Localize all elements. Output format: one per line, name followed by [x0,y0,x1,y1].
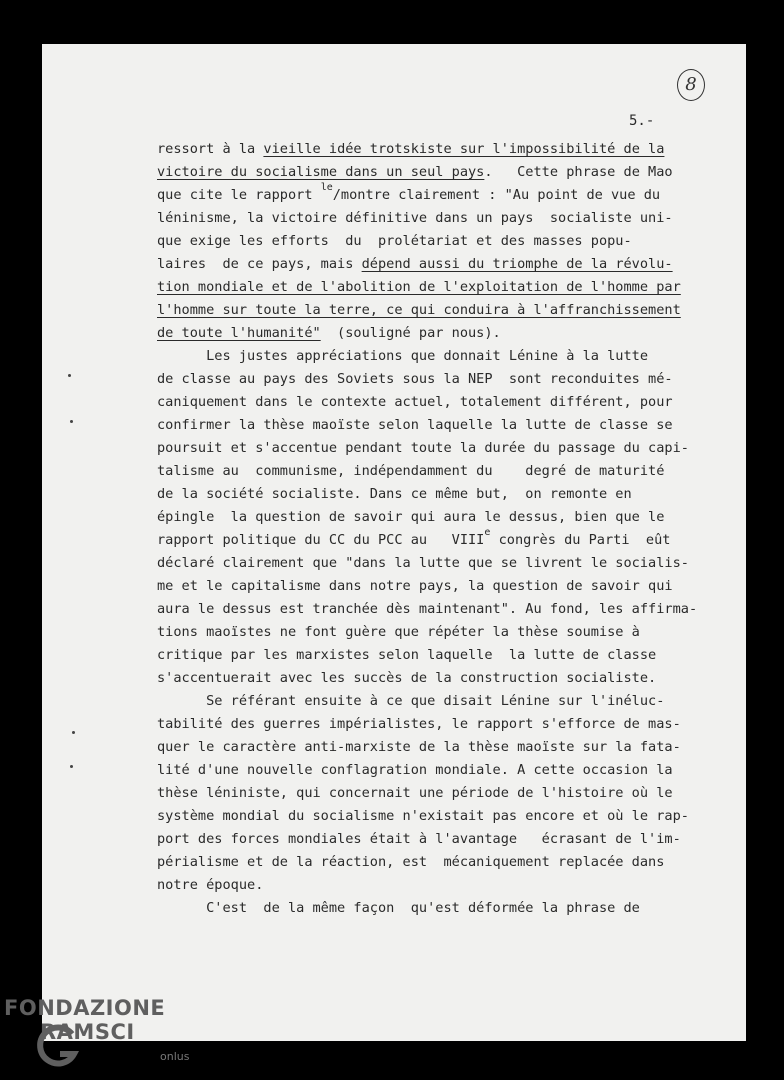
text-line [157,713,729,736]
text-segment: me et le capitalisme dans notre pays, la question de savoir qui [157,578,673,594]
text-line [157,368,729,391]
page-number: 5.- [629,113,655,129]
text-line [157,782,729,805]
text-segment: système mondial du socialisme n'existait pas encore et où le rap- [157,808,689,824]
text-line [157,437,729,460]
text-line [157,575,729,598]
text-line [157,414,729,437]
text-segment: épingle la question de savoir qui aura le dessus, bien que le [157,509,665,525]
watermark-line1: FONDAZIONE [4,996,166,1020]
text-segment: rapport politique du CC du PCC au VIII [157,532,485,548]
text-line [157,138,729,161]
text-line [157,621,729,644]
underlined-text: de toute l'humanité" [157,325,321,341]
watermark-line2: RAMSCI [40,1020,135,1044]
text-segment: port des forces mondiales était à l'avantage écrasant de l'im- [157,831,681,847]
text-line [157,391,729,414]
text-segment: Les justes appréciations que donnait Lénine à la lutte [157,348,649,364]
text-segment: caniquement dans le contexte actuel, totalement différent, pour [157,394,673,410]
margin-dot [68,374,71,377]
text-line [157,483,729,506]
text-segment: critique par les marxistes selon laquelle la lutte de classe [157,647,657,663]
text-line [157,897,729,920]
margin-dot [72,731,75,734]
text-line [157,345,729,368]
text-line [157,736,729,759]
underlined-text: victoire du socialisme dans un seul pays [157,164,485,180]
text-segment: congrès du Parti eût [490,532,671,548]
text-segment: confirmer la thèse maoïste selon laquelle la lutte de classe se [157,417,673,433]
text-segment: ressort à la [157,141,264,157]
text-segment: talisme au communisme, indépendamment du degré de maturité [157,463,665,479]
handwritten-circled-number: 8 [677,69,705,101]
text-line [157,828,729,851]
underlined-text: dépend aussi du triomphe de la révolu- [361,256,673,272]
text-segment: quer le caractère anti-marxiste de la thèse maoïste sur la fata- [157,739,681,755]
text-line [157,506,729,529]
text-segment: de la société socialiste. Dans ce même but, on remonte en [157,486,632,502]
text-segment: léninisme, la victoire définitive dans un pays socialiste uni- [157,210,673,226]
text-segment: déclaré clairement que "dans la lutte que se livrent le socialis- [157,555,689,571]
underlined-text: tion mondiale et de l'abolition de l'exploitation de l'homme par [157,279,681,295]
text-segment: tabilité des guerres impérialistes, le rapport s'efforce de mas- [157,716,681,732]
text-segment: . Cette phrase de Mao [484,164,673,180]
text-segment: que cite le rapport [157,187,321,203]
text-segment: (souligné par nous). [320,325,501,341]
text-segment: poursuit et s'accentue pendant toute la durée du passage du capi- [157,440,689,456]
text-segment: que exige les efforts du prolétariat et des masses popu- [157,233,632,249]
text-segment: tions maoïstes ne font guère que répéter la thèse soumise à [157,624,640,640]
text-line [157,299,729,322]
text-line [157,276,729,299]
text-line [157,851,729,874]
text-line [157,644,729,667]
text-segment: laires de ce pays, mais [157,256,362,272]
text-segment: /montre clairement : "Au point de vue du [332,187,661,203]
text-line [157,184,729,207]
text-segment: aura le dessus est tranchée dès maintenant". Au fond, les affirma- [157,601,698,617]
margin-dot [70,765,73,768]
body-text [157,138,729,920]
margin-dot [70,420,73,423]
text-segment: de classe au pays des Soviets sous la NEP sont reconduites mé- [157,371,673,387]
text-segment: s'accentuerait avec les succès de la construction socialiste. [157,670,657,686]
text-segment: Se référant ensuite à ce que disait Lénine sur l'inéluc- [157,693,665,709]
text-line [157,805,729,828]
text-line [157,552,729,575]
superscript-text: le [320,182,333,193]
watermark-g-icon [34,1022,84,1072]
text-segment: lité d'une nouvelle conflagration mondiale. A cette occasion la [157,762,673,778]
text-line [157,230,729,253]
watermark-line3: onlus [160,1050,190,1063]
text-line [157,529,729,552]
text-line [157,161,729,184]
text-line [157,598,729,621]
text-line [157,207,729,230]
text-segment: C'est de la même façon qu'est déformée la phrase de [157,900,640,916]
text-segment: périalisme et de la réaction, est mécaniquement replacée dans [157,854,665,870]
underlined-text: vieille idée trotskiste sur l'impossibilité de la [263,141,665,157]
text-line [157,667,729,690]
underlined-text: l'homme sur toute la terre, ce qui conduira à l'affranchissement [157,302,681,318]
text-line [157,690,729,713]
text-segment: thèse léniniste, qui concernait une période de l'histoire où le [157,785,673,801]
text-line [157,253,729,276]
text-line [157,460,729,483]
text-line [157,759,729,782]
text-line [157,874,729,897]
text-line [157,322,729,345]
text-segment: notre époque. [157,877,264,893]
superscript-text: e [484,527,491,538]
watermark-logo [4,996,190,1063]
